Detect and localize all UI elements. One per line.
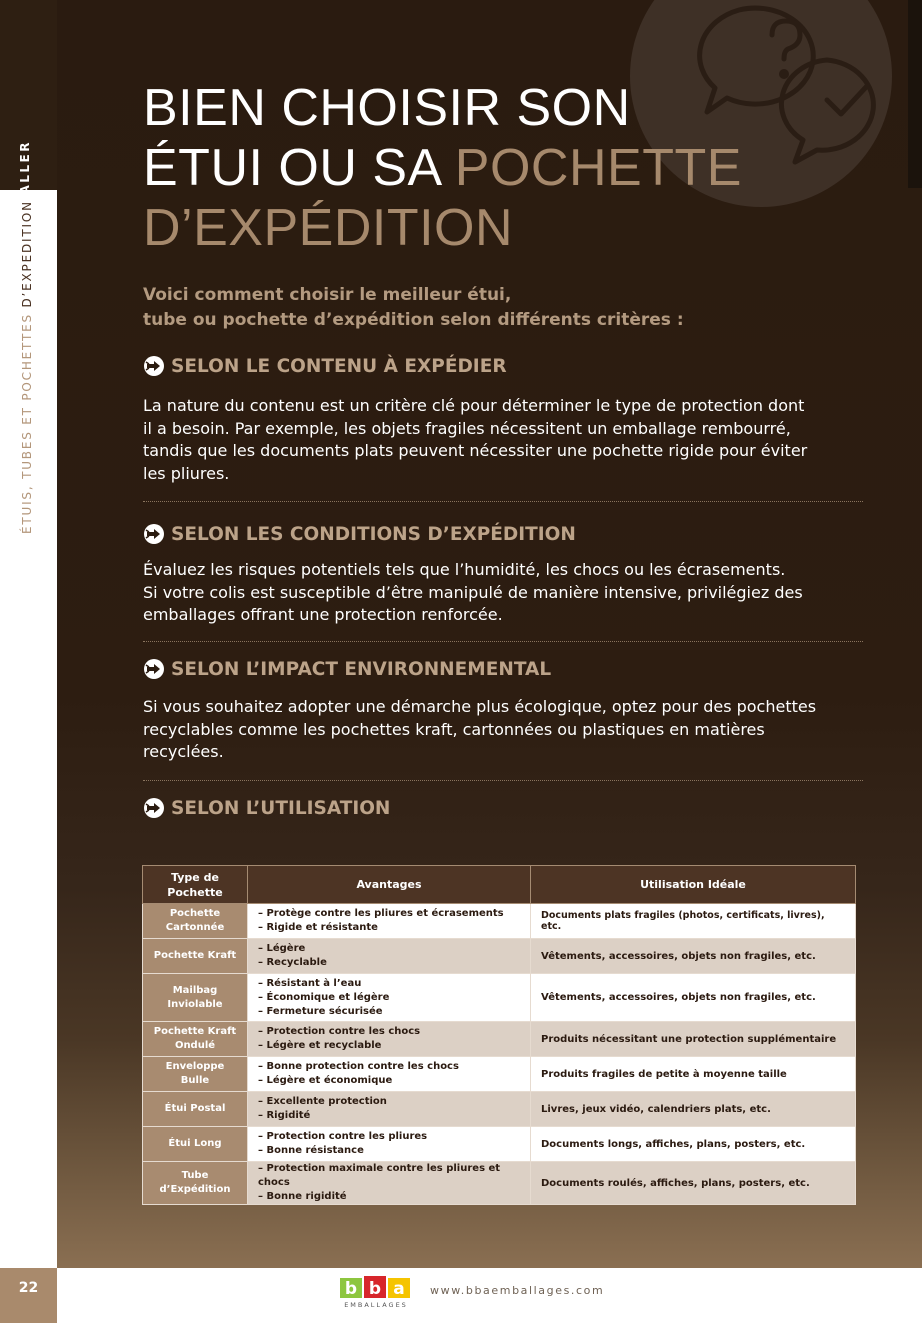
comparison-table (142, 865, 856, 1205)
advantage-item: – Protège contre les pliures et écrasements (258, 908, 504, 919)
cell-type (143, 1127, 248, 1162)
cell-type (143, 904, 248, 939)
cell-usage: Produits fragiles de petite à moyenne taille (531, 1057, 856, 1092)
type-line: Pochette Kraft (153, 950, 237, 961)
table-header-row (143, 866, 856, 904)
type-line: Enveloppe (165, 1061, 225, 1072)
table-row (143, 1022, 856, 1057)
type-line: d’Expédition (159, 1184, 231, 1195)
advantage-item: – Recyclable (258, 957, 327, 968)
type-line: Pochette Kraft (153, 1026, 237, 1037)
section-line: recyclées. (143, 742, 224, 761)
category-label-part2: D’EXPEDITION (20, 200, 34, 308)
dotted-divider (143, 780, 863, 781)
arrow-circle-icon (143, 355, 165, 377)
title-line-1: BIEN CHOISIR SON (143, 79, 631, 137)
bba-logo (332, 1274, 422, 1310)
section-line: recyclables comme les pochettes kraft, cartonnées ou plastiques en matières (143, 719, 765, 739)
advantage-item: – Légère et économique (258, 1075, 393, 1086)
advantage-item: – Protection contre les pliures (258, 1131, 428, 1142)
cell-advantages (248, 939, 531, 974)
type-line: Tube (181, 1170, 209, 1181)
type-line: Ondulé (174, 1040, 216, 1051)
section-heading-utilisation (143, 797, 390, 819)
arrow-circle-icon (143, 523, 165, 545)
title-line-2 (143, 138, 843, 198)
advantage-item: – Résistant à l’eau (258, 977, 362, 989)
header-type (143, 866, 248, 904)
table-row (143, 939, 856, 974)
advantage-item: – Rigide et résistante (258, 922, 378, 933)
advantage-item: – Protection contre les chocs (258, 1026, 421, 1037)
logo-letter: b (368, 1279, 382, 1299)
logo-subtitle: EMBALLAGES (344, 1301, 408, 1309)
page-number: 22 (18, 1280, 39, 1296)
header-type-line: Pochette (167, 885, 223, 899)
intro-line-2: tube ou pochette d’expédition selon différents critères : (143, 310, 684, 330)
advantage-item: – Économique et légère (258, 991, 390, 1003)
table-row (143, 974, 856, 1022)
section-line: emballages offrant une protection renforcée. (143, 605, 503, 624)
cell-advantages (248, 1127, 531, 1162)
table-row (143, 1127, 856, 1162)
cell-advantages (248, 1092, 531, 1127)
section-body-contenu (143, 395, 853, 485)
title-line-2-white: ÉTUI OU SA (143, 139, 455, 197)
section-body-environnement (143, 696, 853, 764)
cell-usage: Vêtements, accessoires, objets non fragiles, etc. (531, 974, 856, 1022)
section-label: EMBALLER (18, 140, 32, 232)
section-heading-text: SELON L’IMPACT ENVIRONNEMENTAL (171, 658, 552, 680)
cell-usage: Produits nécessitant une protection supplémentaire (531, 1022, 856, 1057)
logo-letter: b (344, 1279, 358, 1299)
table-row (143, 1057, 856, 1092)
cell-type (143, 1162, 248, 1205)
website-url[interactable]: www.bbaemballages.com (430, 1284, 605, 1297)
cell-usage: Livres, jeux vidéo, calendriers plats, etc. (531, 1092, 856, 1127)
section-heading-text: SELON LES CONDITIONS D’EXPÉDITION (171, 523, 576, 545)
arrow-circle-icon (143, 658, 165, 680)
advantage-item: – Légère et recyclable (258, 1040, 382, 1051)
section-heading-environnement (143, 658, 551, 680)
section-body-conditions (143, 559, 853, 627)
cell-type (143, 974, 248, 1022)
page-title (143, 78, 843, 258)
advantage-item: – Légère (258, 943, 306, 954)
advantage-item: – Bonne rigidité (258, 1191, 347, 1202)
intro-text (143, 283, 843, 333)
cell-advantages (248, 904, 531, 939)
section-line: Évaluez les risques potentiels tels que l’humidité, les chocs ou les écrasements. (143, 560, 786, 579)
type-line: Bulle (180, 1075, 210, 1086)
title-line-3: D’EXPÉDITION (143, 199, 514, 257)
cell-type (143, 1022, 248, 1057)
category-label-part1: ÉTUIS, TUBES ET POCHETTES (20, 307, 34, 534)
header-usage: Utilisation Idéale (531, 866, 856, 904)
section-line: Si vous souhaitez adopter une démarche plus écologique, optez pour des pochettes (143, 697, 817, 716)
cell-advantages (248, 1057, 531, 1092)
section-heading-conditions (143, 523, 576, 545)
type-line: Mailbag (172, 984, 218, 996)
advantage-item: – Bonne protection contre les chocs (258, 1061, 459, 1072)
arrow-circle-icon (143, 797, 165, 819)
cell-type (143, 1057, 248, 1092)
header-type-line: Type de (171, 870, 219, 884)
section-heading-contenu (143, 355, 507, 377)
intro-line-1: Voici comment choisir le meilleur étui, (143, 285, 512, 305)
category-label (20, 200, 40, 585)
type-line: Étui Postal (164, 1103, 226, 1114)
dotted-divider (143, 501, 863, 502)
advantage-item: – Excellente protection (258, 1096, 387, 1107)
cell-usage: Documents roulés, affiches, plans, posters, etc. (531, 1162, 856, 1205)
type-line: Pochette (169, 908, 221, 919)
cell-usage: Documents longs, affiches, plans, posters, etc. (531, 1127, 856, 1162)
cell-usage: Vêtements, accessoires, objets non fragiles, etc. (531, 939, 856, 974)
header-advantages: Avantages (248, 866, 531, 904)
section-line: il a besoin. Par exemple, les objets fragiles nécessitent un emballage rembourré, (143, 418, 791, 438)
advantage-item: – Fermeture sécurisée (258, 1005, 383, 1017)
section-line: Si votre colis est susceptible d’être manipulé de manière intensive, privilégiez des (143, 582, 803, 602)
cell-advantages (248, 974, 531, 1022)
type-line: Cartonnée (165, 922, 225, 933)
cell-type (143, 1092, 248, 1127)
section-line: tandis que les documents plats peuvent nécessiter une pochette rigide pour éviter (143, 441, 808, 460)
title-line-2-highlight: POCHETTE (454, 139, 742, 197)
section-line: les pliures. (143, 463, 230, 483)
advantage-item: – Protection maximale contre les pliures et chocs (258, 1163, 501, 1188)
table-row (143, 1092, 856, 1127)
cell-advantages (248, 1162, 531, 1205)
cell-usage: Documents plats fragiles (photos, certificats, livres), etc. (531, 904, 856, 939)
dotted-divider (143, 641, 863, 642)
type-line: Étui Long (168, 1138, 222, 1149)
cell-advantages (248, 1022, 531, 1057)
cell-type (143, 939, 248, 974)
table-row (143, 904, 856, 939)
advantage-item: – Bonne résistance (258, 1145, 364, 1156)
logo-letter: a (393, 1279, 405, 1299)
advantage-item: – Rigidité (258, 1110, 311, 1121)
section-heading-text: SELON LE CONTENU À EXPÉDIER (171, 355, 507, 377)
section-heading-text: SELON L’UTILISATION (171, 797, 391, 819)
section-line: La nature du contenu est un critère clé pour déterminer le type de protection dont (143, 396, 805, 415)
right-edge-strip (908, 0, 922, 188)
type-line: Inviolable (167, 998, 223, 1010)
table-row (143, 1162, 856, 1205)
